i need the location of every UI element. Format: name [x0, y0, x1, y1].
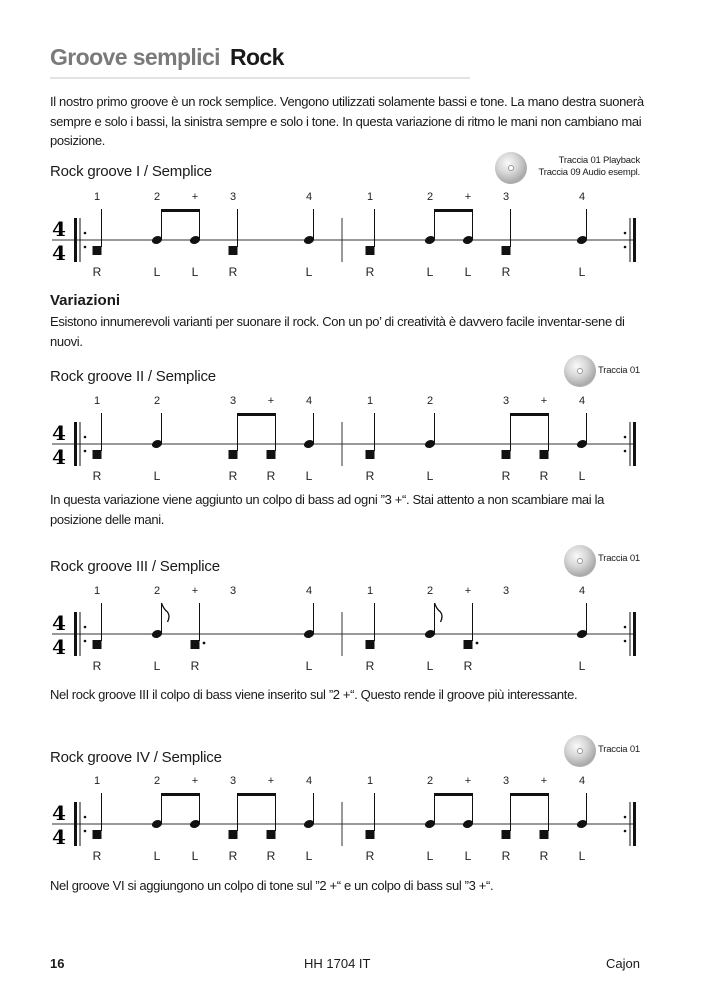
- count-label: +: [267, 395, 275, 407]
- count-label: +: [540, 775, 548, 787]
- count-label: 4: [305, 585, 313, 597]
- bass-note-head: [502, 246, 511, 255]
- cd-icon: [564, 355, 596, 387]
- hand-label: L: [305, 849, 313, 863]
- count-label: 1: [366, 775, 374, 787]
- repeat-start-thick-bar: [74, 612, 77, 656]
- count-label: +: [191, 191, 199, 203]
- cd-icon: [564, 735, 596, 767]
- hand-label: R: [501, 849, 511, 863]
- repeat-dot: [624, 816, 627, 819]
- track-label: Traccia 01: [598, 744, 640, 755]
- groove-title: Rock groove IV / Semplice: [50, 749, 222, 766]
- hand-label: R: [539, 849, 549, 863]
- hand-label: L: [578, 659, 586, 673]
- bass-note-head: [93, 246, 102, 255]
- count-label: 3: [502, 585, 510, 597]
- bass-note-head: [366, 830, 375, 839]
- count-label: 2: [426, 585, 434, 597]
- count-label: 1: [93, 191, 101, 203]
- repeat-dot: [624, 232, 627, 235]
- hand-label: L: [191, 265, 199, 279]
- hand-label: R: [228, 265, 238, 279]
- hand-label: R: [266, 849, 276, 863]
- track-label: Traccia 01: [598, 365, 640, 376]
- count-label: 3: [229, 585, 237, 597]
- count-label: +: [540, 395, 548, 407]
- repeat-dot: [624, 450, 627, 453]
- hand-label: R: [92, 659, 102, 673]
- hand-label: R: [190, 659, 200, 673]
- bass-note-head: [93, 830, 102, 839]
- hand-label: L: [153, 849, 161, 863]
- bass-note-head: [267, 830, 276, 839]
- count-label: 4: [305, 395, 313, 407]
- hand-label: R: [501, 265, 511, 279]
- time-signature-bottom: 4: [52, 635, 66, 659]
- count-label: +: [464, 585, 472, 597]
- intro-paragraph: Il nostro primo groove è un rock semplice. Vengono utilizzati solamente bassi e tone. La mano destra suonerà sempre e solo i bassi, la sinistra sempre e solo i tone. In questa variazione di ritmo le mani non cambiano mai posizione.: [50, 94, 644, 148]
- hand-label: L: [305, 659, 313, 673]
- hand-label: L: [578, 469, 586, 483]
- beam: [435, 793, 474, 796]
- repeat-start-thick-bar: [74, 422, 77, 466]
- hand-label: R: [463, 659, 473, 673]
- eighth-flag: [435, 603, 443, 622]
- beam: [162, 793, 201, 796]
- track-labels: [538, 155, 640, 179]
- groove-staff: [0, 185, 707, 295]
- count-label: 4: [578, 585, 586, 597]
- count-label: +: [191, 585, 199, 597]
- page-title: [50, 44, 284, 71]
- page-number: 16: [50, 956, 65, 971]
- count-label: 1: [366, 395, 374, 407]
- groove-staff: [0, 579, 707, 689]
- hand-label: L: [464, 265, 472, 279]
- track-label: Traccia 01: [598, 553, 640, 564]
- groove-note: Nel rock groove III il colpo di bass viene inserito sul ”2 +“. Questo rende il groove più interessante.: [50, 687, 578, 702]
- count-label: 1: [366, 191, 374, 203]
- repeat-dot: [84, 450, 87, 453]
- count-label: 2: [153, 191, 161, 203]
- hand-label: L: [426, 265, 434, 279]
- repeat-start-thick-bar: [74, 218, 77, 262]
- repeat-start-thick-bar: [74, 802, 77, 846]
- bass-note-head: [366, 640, 375, 649]
- count-label: 2: [426, 775, 434, 787]
- hand-label: L: [305, 469, 313, 483]
- hand-label: R: [501, 469, 511, 483]
- repeat-end-thick-bar: [633, 802, 636, 846]
- hand-label: L: [305, 265, 313, 279]
- duration-dot: [476, 642, 479, 645]
- bass-note-head: [366, 450, 375, 459]
- count-label: 2: [153, 585, 161, 597]
- groove-staff: [0, 389, 707, 499]
- hand-label: L: [191, 849, 199, 863]
- track-label: Traccia 09 Audio esempl.: [538, 167, 640, 178]
- time-signature-top: 4: [52, 217, 66, 241]
- beam: [435, 209, 474, 212]
- time-signature-bottom: 4: [52, 825, 66, 849]
- count-label: 1: [93, 395, 101, 407]
- repeat-end-thick-bar: [633, 422, 636, 466]
- bass-note-head: [93, 640, 102, 649]
- track-labels: [598, 553, 640, 565]
- track-labels: [598, 744, 640, 756]
- repeat-dot: [84, 640, 87, 643]
- eighth-flag: [162, 603, 170, 622]
- count-label: 4: [578, 395, 586, 407]
- hand-label: R: [228, 469, 238, 483]
- count-label: 3: [229, 775, 237, 787]
- hand-label: L: [153, 469, 161, 483]
- bass-note-head: [229, 246, 238, 255]
- count-label: 2: [153, 775, 161, 787]
- repeat-dot: [84, 626, 87, 629]
- hand-label: L: [426, 849, 434, 863]
- count-label: 3: [229, 191, 237, 203]
- repeat-dot: [84, 816, 87, 819]
- beam: [511, 413, 550, 416]
- repeat-dot: [624, 436, 627, 439]
- groove-note: In questa variazione viene aggiunto un colpo di bass ad ogni ”3 +“. Stai attento a non scambiare mai la posizione delle mani.: [50, 492, 605, 527]
- hand-label: L: [578, 849, 586, 863]
- time-signature-bottom: 4: [52, 445, 66, 469]
- count-label: 1: [366, 585, 374, 597]
- bass-note-head: [229, 450, 238, 459]
- beam: [238, 413, 277, 416]
- cd-icon: [495, 152, 527, 184]
- count-label: +: [464, 775, 472, 787]
- instrument-label: Cajon: [606, 956, 640, 971]
- bass-note-head: [540, 830, 549, 839]
- time-signature-top: 4: [52, 611, 66, 635]
- title-section: Groove semplici: [50, 44, 220, 70]
- count-label: 1: [93, 585, 101, 597]
- title-topic: Rock: [229, 44, 284, 70]
- time-signature-bottom: 4: [52, 241, 66, 265]
- bass-note-head: [229, 830, 238, 839]
- hand-label: L: [426, 469, 434, 483]
- groove-title: Rock groove III / Semplice: [50, 558, 220, 575]
- track-label: Traccia 01 Playback: [558, 155, 640, 166]
- duration-dot: [203, 642, 206, 645]
- bass-note-head: [464, 640, 473, 649]
- hand-label: R: [92, 469, 102, 483]
- count-label: 3: [229, 395, 237, 407]
- variations-paragraph: Esistono innumerevoli varianti per suonare il rock. Con un po’ di creatività è davvero facile inventar-sene di nuovi.: [50, 314, 625, 349]
- hand-label: R: [228, 849, 238, 863]
- repeat-dot: [84, 436, 87, 439]
- count-label: 3: [502, 395, 510, 407]
- bass-note-head: [191, 640, 200, 649]
- repeat-dot: [624, 626, 627, 629]
- bass-note-head: [540, 450, 549, 459]
- catalog-code: HH 1704 IT: [304, 956, 371, 971]
- count-label: 4: [578, 775, 586, 787]
- variations-heading: Variazioni: [50, 292, 121, 309]
- cd-icon: [564, 545, 596, 577]
- groove-title: Rock groove II / Semplice: [50, 368, 216, 385]
- bass-note-head: [366, 246, 375, 255]
- groove-staff: [0, 769, 707, 879]
- count-label: 2: [153, 395, 161, 407]
- beam: [162, 209, 201, 212]
- hand-label: R: [92, 265, 102, 279]
- title-underline: [50, 77, 470, 79]
- repeat-dot: [624, 246, 627, 249]
- count-label: 4: [578, 191, 586, 203]
- count-label: 3: [502, 191, 510, 203]
- bass-note-head: [93, 450, 102, 459]
- beam: [238, 793, 277, 796]
- groove-note: Nel groove VI si aggiungono un colpo di tone sul ”2 +“ e un colpo di bass sul ”3 +“.: [50, 878, 494, 893]
- hand-label: R: [266, 469, 276, 483]
- hand-label: L: [153, 265, 161, 279]
- hand-label: L: [578, 265, 586, 279]
- repeat-dot: [84, 246, 87, 249]
- repeat-dot: [84, 232, 87, 235]
- count-label: 4: [305, 191, 313, 203]
- bass-note-head: [502, 830, 511, 839]
- repeat-dot: [84, 830, 87, 833]
- count-label: +: [191, 775, 199, 787]
- hand-label: R: [539, 469, 549, 483]
- repeat-dot: [624, 640, 627, 643]
- hand-label: R: [365, 265, 375, 279]
- track-labels: [598, 365, 640, 377]
- groove-title: Rock groove I / Semplice: [50, 163, 212, 180]
- repeat-end-thick-bar: [633, 218, 636, 262]
- beam: [511, 793, 550, 796]
- hand-label: L: [464, 849, 472, 863]
- count-label: 1: [93, 775, 101, 787]
- count-label: 3: [502, 775, 510, 787]
- time-signature-top: 4: [52, 421, 66, 445]
- count-label: 4: [305, 775, 313, 787]
- hand-label: L: [153, 659, 161, 673]
- repeat-dot: [624, 830, 627, 833]
- bass-note-head: [502, 450, 511, 459]
- hand-label: L: [426, 659, 434, 673]
- hand-label: R: [365, 849, 375, 863]
- hand-label: R: [92, 849, 102, 863]
- count-label: 2: [426, 191, 434, 203]
- count-label: +: [464, 191, 472, 203]
- repeat-end-thick-bar: [633, 612, 636, 656]
- count-label: 2: [426, 395, 434, 407]
- bass-note-head: [267, 450, 276, 459]
- count-label: +: [267, 775, 275, 787]
- time-signature-top: 4: [52, 801, 66, 825]
- hand-label: R: [365, 659, 375, 673]
- hand-label: R: [365, 469, 375, 483]
